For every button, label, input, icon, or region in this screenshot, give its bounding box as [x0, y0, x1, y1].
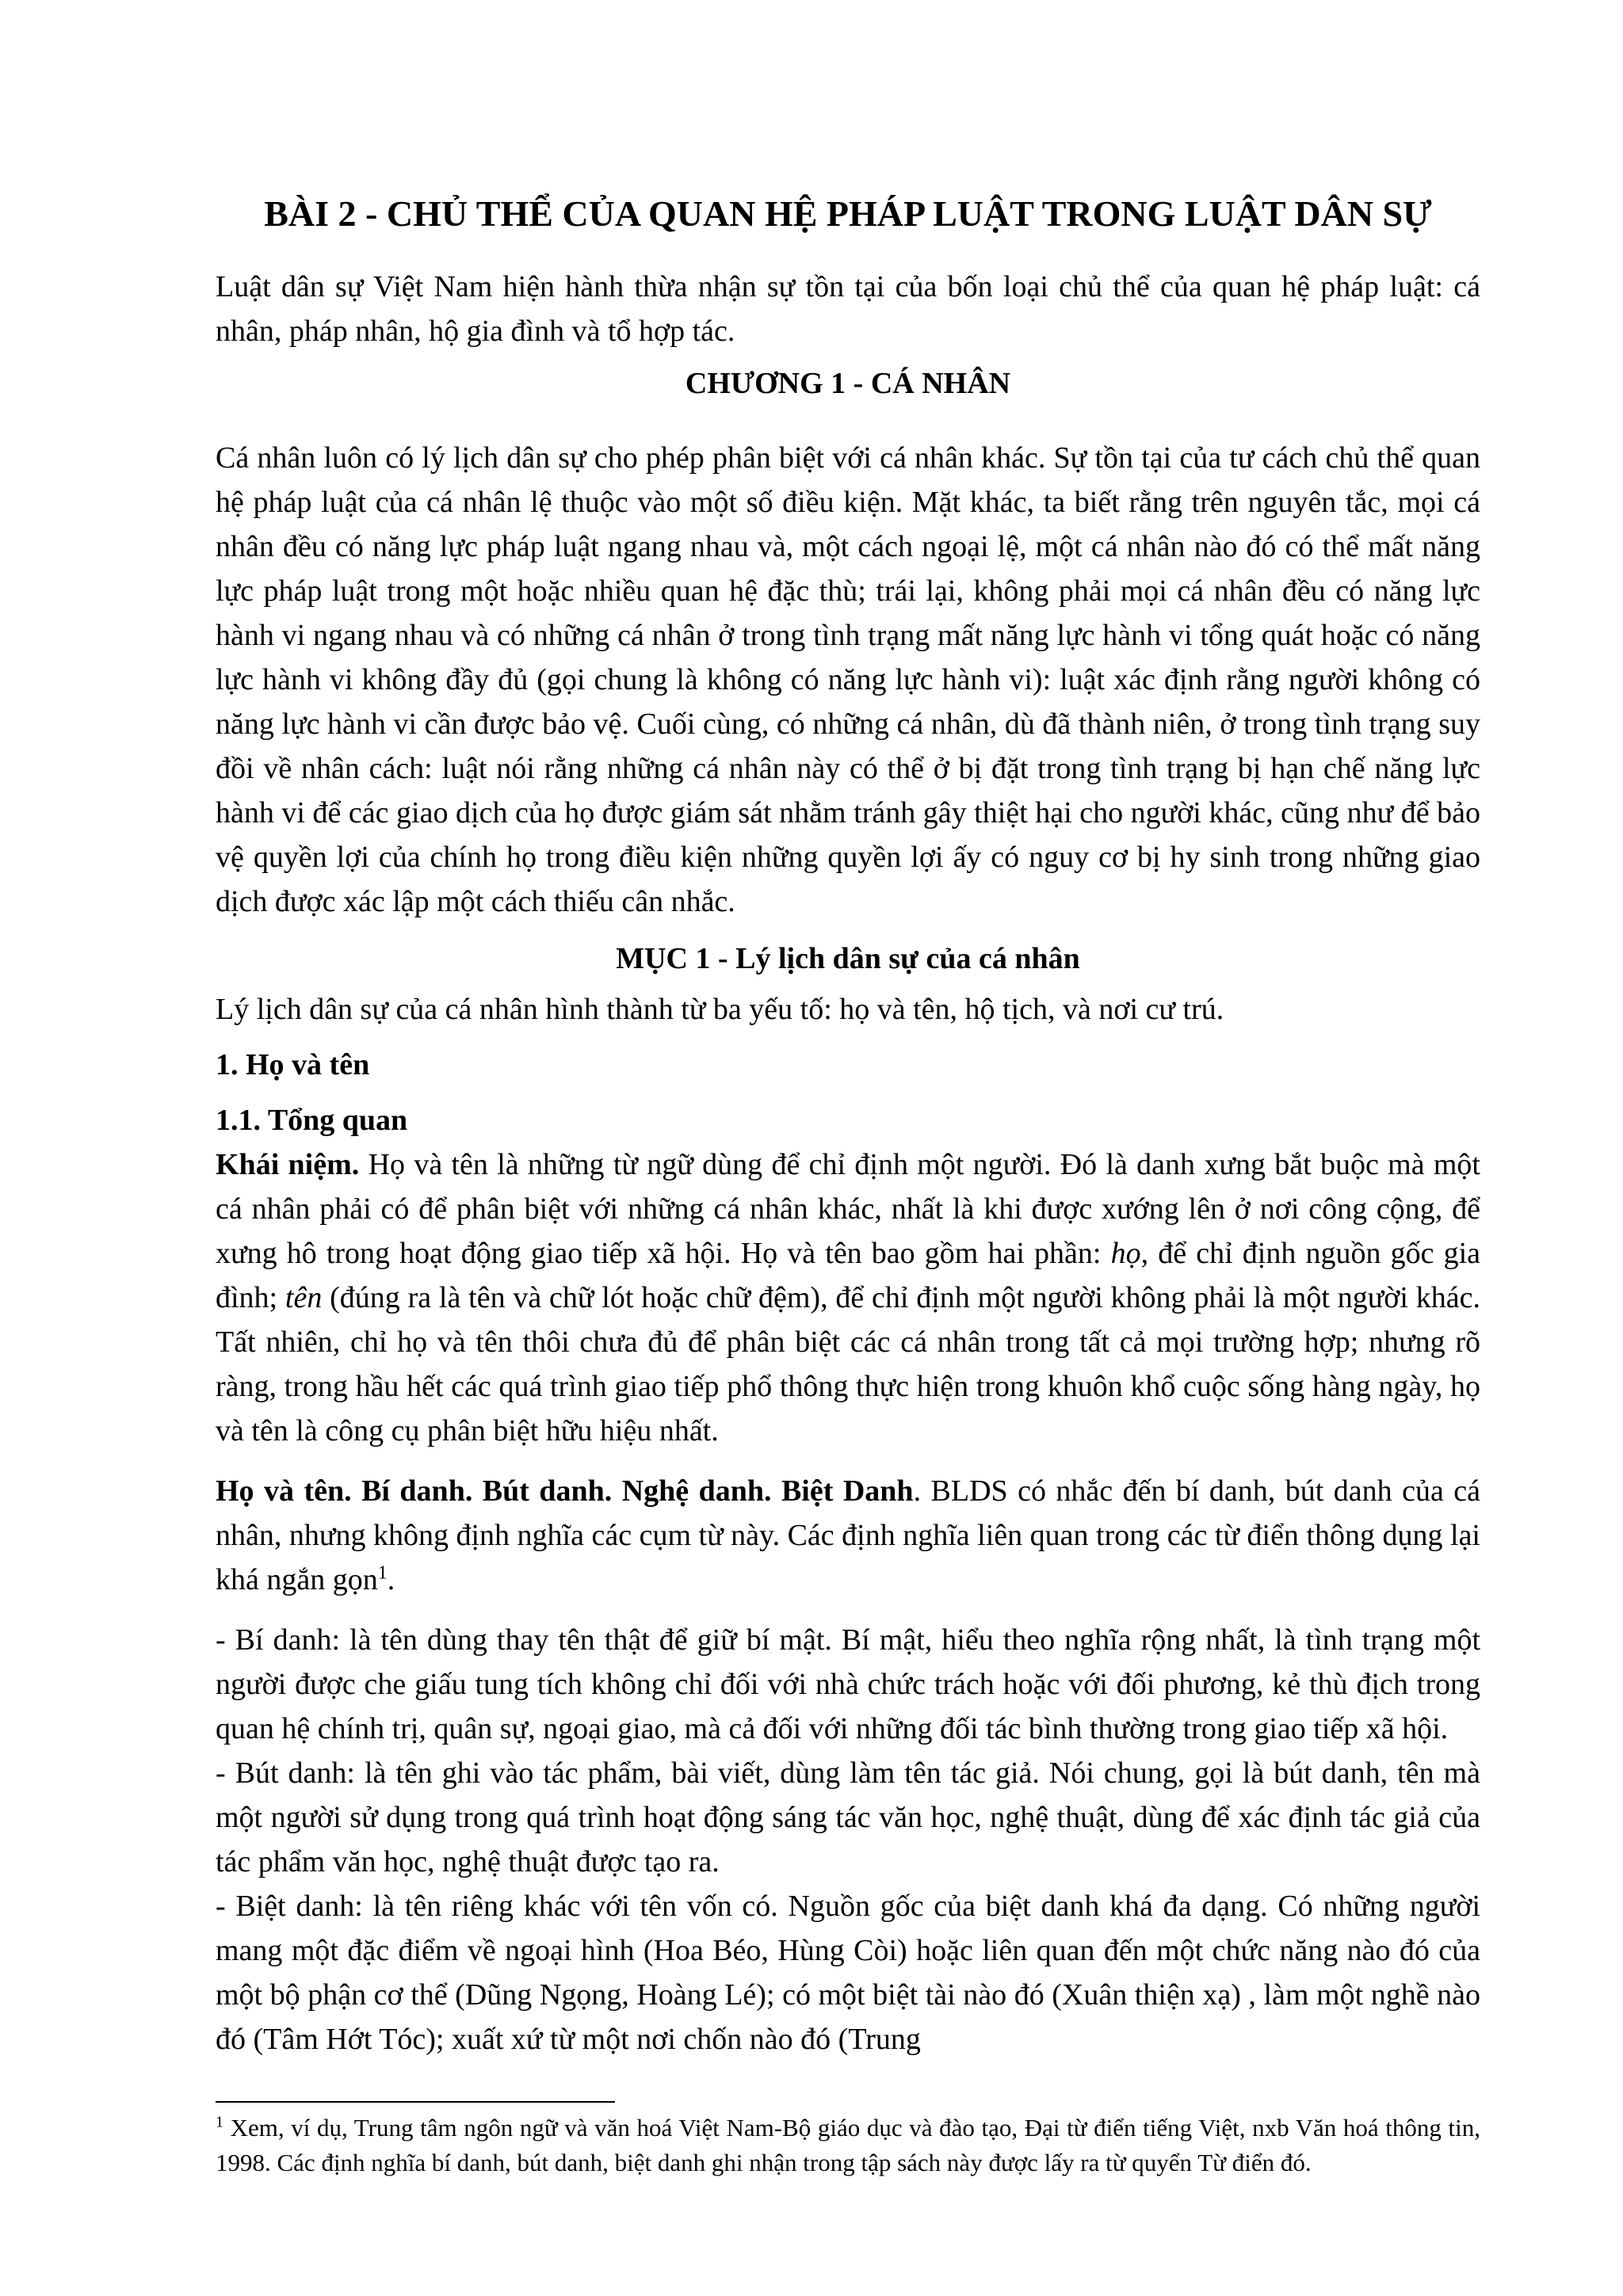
names-label: Họ và tên. Bí danh. Bút danh. Nghệ danh. Biệt Danh — [216, 1474, 914, 1508]
concept-term-ho: họ — [1110, 1237, 1141, 1270]
names-text: . BLDS có nhắc đến bí danh, bút danh của cá nhân, nhưng không định nghĩa các cụm từ này. Các định nghĩa liên quan trong các từ điển thông dụng lại khá ngắn gọn — [216, 1474, 1480, 1596]
footnote-separator — [216, 2101, 615, 2103]
concept-text-1: Họ và tên là những từ ngữ dùng để chỉ định một người. Đó là danh xưng bắt buộc mà một cá nhân phải có để phân biệt với những cá nhân khác, nhất là khi được xướng lên ở nơi công cộng, để xưng hô trong hoạt động giao tiếp xã hội. Họ và tên bao gồm hai phần: — [216, 1148, 1480, 1270]
bullet-biet-danh: - Biệt danh: là tên riêng khác với tên vốn có. Nguồn gốc của biệt danh khá đa dạng. Có những người mang một đặc điểm về ngoại hình (Hoa Béo, Hùng Còi) hoặc liên quan đến một chức năng nào đó của một bộ phận cơ thể (Dũng Ngọng, Hoàng Lé); có một biệt tài nào đó (Xuân thiện xạ) , làm một nghề nào đó (Tâm Hớt Tóc); xuất xứ từ một nơi chốn nào đó (Trung — [216, 1890, 1480, 2056]
chapter-title: CHƯƠNG 1 - CÁ NHÂN — [685, 367, 1011, 400]
footnote-text: Xem, ví dụ, Trung tâm ngôn ngữ và văn hoá Việt Nam-Bộ giáo dục và đào tạo, Đại từ điển tiếng Việt, nxb Văn hoá thông tin, 1998. Các định nghĩa bí danh, bút danh, biệt danh ghi nhận trong tập sách này được lấy ra từ quyển Từ điển đó. — [216, 2114, 1480, 2176]
section-title: MỤC 1 - Lý lịch dân sự của cá nhân — [616, 942, 1080, 975]
intro-paragraph: Luật dân sự Việt Nam hiện hành thừa nhận sự tồn tại của bốn loại chủ thể của quan hệ pháp luật: cá nhân, pháp nhân, hộ gia đình và tổ hợp tác. — [216, 270, 1480, 348]
document-body — [216, 190, 1480, 2061]
bullet-but-danh: - Bút danh: là tên ghi vào tác phẩm, bài viết, dùng làm tên tác giả. Nói chung, gọi là bút danh, tên mà một người sử dụng trong quá trình hoạt động sáng tác văn học, nghệ thuật, dùng để xác định tác giả của tác phẩm văn học, nghệ thuật được tạo ra. — [216, 1756, 1480, 1878]
spacer — [216, 1453, 1480, 1469]
concept-text-2: , để chỉ định nguồn gốc gia đình; — [216, 1237, 1480, 1314]
concept-term-ten: tên — [285, 1281, 323, 1314]
bullet-bi-danh: - Bí danh: là tên dùng thay tên thật để giữ bí mật. Bí mật, hiểu theo nghĩa rộng nhất, là tình trạng một người được che giấu tung tích không chỉ đối với nhà chức trách hoặc với đối phương, kẻ thù địch trong quan hệ chính trị, quân sự, ngoại giao, mà cả đối với những đối tác bình thường trong giao tiếp xã hội. — [216, 1623, 1480, 1745]
heading-ho-va-ten: 1. Họ và tên — [216, 1048, 370, 1081]
concept-text-3: (đúng ra là tên và chữ lót hoặc chữ đệm), để chỉ định một người không phải là một người khác. Tất nhiên, chỉ họ và tên thôi chưa đủ để phân biệt các cá nhân trong tất cả mọi trường hợp; nhưng rõ ràng, trong hầu hết các quá trình giao tiếp phổ thông thực hiện trong khuôn khổ cuộc sống hàng ngày, họ và tên là công cụ phân biệt hữu hiệu nhất. — [216, 1281, 1480, 1447]
chapter-paragraph: Cá nhân luôn có lý lịch dân sự cho phép phân biệt với cá nhân khác. Sự tồn tại của tư cách chủ thể quan hệ pháp luật của cá nhân lệ thuộc vào một số điều kiện. Mặt khác, ta biết rằng trên nguyên tắc, mọi cá nhân đều có năng lực pháp luật ngang nhau và, một cách ngoại lệ, một cá nhân nào đó có thể mất năng lực pháp luật trong một hoặc nhiều quan hệ đặc thù; trái lại, không phải mọi cá nhân đều có năng lực hành vi ngang nhau và có những cá nhân ở trong tình trạng mất năng lực hành vi tổng quát hoặc có năng lực hành vi không đầy đủ (gọi chung là không có năng lực hành vi): luật xác định rằng người không có năng lực hành vi cần được bảo vệ. Cuối cùng, có những cá nhân, dù đã thành niên, ở trong tình trạng suy đồi về nhân cách: luật nói rằng những cá nhân này có thể ở bị đặt trong tình trạng bị hạn chế năng lực hành vi để các giao dịch của họ được giám sát nhằm tránh gây thiệt hại cho người khác, cũng như để bảo vệ quyền lợi của chính họ trong điều kiện những quyền lợi ấy có nguy cơ bị hy sinh trong những giao dịch được xác lập một cách thiếu cân nhắc. — [216, 441, 1480, 918]
concept-paragraph — [216, 1142, 1480, 1453]
spacer — [216, 1602, 1480, 1618]
concept-label: Khái niệm. — [216, 1148, 360, 1181]
footnote-reference[interactable]: 1 — [377, 1562, 388, 1584]
names-paragraph — [216, 1469, 1480, 1602]
footnote — [216, 2111, 1480, 2180]
names-end: . — [387, 1563, 395, 1596]
lesson-title: BÀI 2 - CHỦ THỂ CỦA QUAN HỆ PHÁP LUẬT TRONG LUẬT DÂN SỰ — [264, 193, 1432, 234]
section-paragraph: Lý lịch dân sự của cá nhân hình thành từ ba yếu tố: họ và tên, hộ tịch, và nơi cư trú. — [216, 993, 1224, 1026]
footnote-number: 1 — [216, 2113, 223, 2131]
heading-tong-quan: 1.1. Tổng quan — [216, 1104, 408, 1137]
